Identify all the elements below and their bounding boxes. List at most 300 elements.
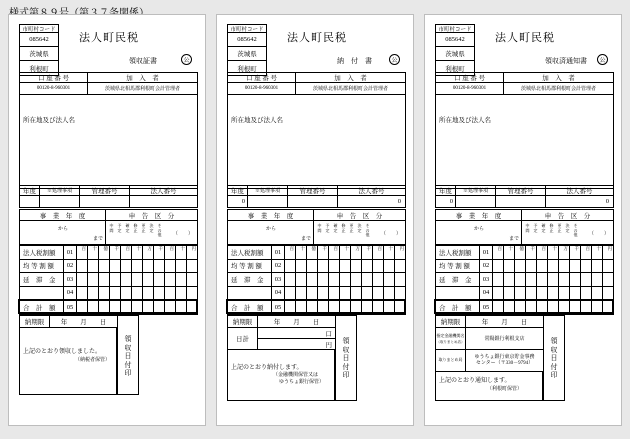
amount-digit-cell[interactable]: [329, 286, 340, 300]
amount-digit-cell[interactable]: [285, 246, 296, 260]
amount-digit-cell[interactable]: [329, 273, 340, 287]
amount-digit-cell[interactable]: [329, 300, 340, 315]
amount-digit-cell[interactable]: [329, 246, 340, 260]
amount-digit-cell[interactable]: [526, 286, 537, 300]
digit-unit-label: 十: [136, 246, 141, 251]
amount-digit-cell[interactable]: [165, 259, 176, 273]
amount-digit-cell[interactable]: [504, 259, 515, 273]
amount-digit-cell[interactable]: [603, 286, 614, 300]
tax-item-label: 合 計 額: [20, 300, 64, 315]
business-year-label: 事 業 年 度: [436, 210, 522, 221]
amount-digit-cell[interactable]: [373, 273, 384, 287]
digit-unit-label: 百: [541, 246, 546, 251]
amount-digit-cell[interactable]: [99, 286, 110, 300]
amount-digit-cell[interactable]: [176, 300, 187, 315]
amount-digit-cell[interactable]: [373, 259, 384, 273]
amount-digit-cell[interactable]: [384, 246, 395, 260]
amount-digit-cell[interactable]: [132, 286, 143, 300]
account-table: [435, 72, 614, 189]
amount-digit-cell[interactable]: [362, 246, 373, 260]
processing-label: ※処理事項: [248, 186, 288, 196]
amount-digit-cell[interactable]: [176, 286, 187, 300]
tax-row: [228, 286, 406, 300]
amount-digit-cell[interactable]: [373, 286, 384, 300]
account-no: 00120-8-960301: [228, 83, 296, 95]
tax-item-label: 法人税割額: [20, 246, 64, 260]
tax-item-label: 延 滞 金: [20, 273, 64, 287]
amount-digit-cell[interactable]: [88, 259, 99, 273]
amount-digit-cell[interactable]: [296, 286, 307, 300]
address-field[interactable]: [228, 95, 406, 189]
return-type-option[interactable]: 確定: [125, 223, 130, 233]
amount-digit-cell[interactable]: [537, 300, 548, 315]
amount-digit-cell[interactable]: [176, 246, 187, 260]
amount-digit-cell[interactable]: [351, 300, 362, 315]
return-type-option[interactable]: 中間: [525, 223, 530, 233]
amount-digit-cell[interactable]: [318, 246, 329, 260]
amount-digit-cell[interactable]: [143, 300, 154, 315]
amount-digit-cell[interactable]: [99, 246, 110, 260]
amount-digit-cell[interactable]: [603, 259, 614, 273]
other-paren: （ ）: [172, 232, 193, 237]
return-type-option[interactable]: 修正: [133, 223, 138, 233]
amount-digit-cell[interactable]: [110, 300, 121, 315]
amount-digit-cell[interactable]: [132, 259, 143, 273]
bank-label: [436, 328, 466, 350]
tax-row: [228, 259, 406, 273]
return-type-option[interactable]: その他: [365, 223, 370, 237]
municipality-code-box: [435, 24, 475, 76]
amount-digit-cell[interactable]: [143, 259, 154, 273]
amount-digit-cell[interactable]: [362, 259, 373, 273]
public-seal-icon: 公: [597, 54, 608, 65]
account-holder: 茨城県北相馬郡利根町会計管理者: [504, 83, 614, 95]
slip-subtitle: 領収済通知書: [545, 57, 587, 65]
deadline-label: 納期限: [20, 316, 50, 328]
amount-digit-cell[interactable]: [285, 273, 296, 287]
slip-note: 上記のとおり納付します。: [231, 365, 303, 371]
amount-digit-cell[interactable]: [395, 300, 406, 315]
return-type-option[interactable]: 更正: [557, 223, 562, 233]
amount-digit-cell[interactable]: [307, 273, 318, 287]
amount-digit-cell[interactable]: [165, 246, 176, 260]
amount-digit-cell[interactable]: [296, 259, 307, 273]
amount-digit-cell[interactable]: [88, 246, 99, 260]
amount-digit-cell[interactable]: [504, 300, 515, 315]
period-table: [435, 209, 614, 245]
amount-digit-cell[interactable]: [132, 300, 143, 315]
slip-subtitle: 領収証書: [129, 57, 157, 65]
return-type-option[interactable]: 予定: [533, 223, 538, 233]
slip-note-sub1: （金融機関保管又は: [273, 373, 319, 378]
return-type-option[interactable]: 更正: [141, 223, 146, 233]
fiscal-year-value[interactable]: [20, 196, 40, 208]
amount-digit-cell[interactable]: [296, 246, 307, 260]
amount-digit-cell[interactable]: [187, 300, 198, 315]
digit-unit-label: 千: [366, 246, 371, 251]
amount-digit-cell[interactable]: [176, 273, 187, 287]
amount-digit-cell[interactable]: [77, 273, 88, 287]
amount-digit-cell[interactable]: [559, 246, 570, 260]
amount-digit-cell[interactable]: [329, 259, 340, 273]
amount-table: [19, 245, 198, 315]
fiscal-year-value[interactable]: 0: [228, 196, 248, 208]
amount-digit-cell[interactable]: [384, 273, 395, 287]
amount-digit-cell[interactable]: [548, 300, 559, 315]
return-type-field[interactable]: [522, 221, 614, 245]
amount-digit-cell[interactable]: [603, 246, 614, 260]
to-label: まで: [92, 237, 103, 242]
amount-digit-cell[interactable]: [493, 273, 504, 287]
return-type-option[interactable]: 修正: [549, 223, 554, 233]
amount-digit-cell[interactable]: [570, 286, 581, 300]
amount-digit-cell[interactable]: [515, 259, 526, 273]
return-type-option[interactable]: 中間: [109, 223, 114, 233]
tax-item-label: 合 計 額: [436, 300, 480, 315]
amount-digit-cell[interactable]: [493, 286, 504, 300]
amount-digit-cell[interactable]: [121, 300, 132, 315]
amount-digit-cell[interactable]: [318, 259, 329, 273]
amount-digit-cell[interactable]: [110, 286, 121, 300]
amount-digit-cell[interactable]: [99, 300, 110, 315]
amount-digit-cell[interactable]: [581, 273, 592, 287]
amount-digit-cell[interactable]: [526, 259, 537, 273]
amount-digit-cell[interactable]: [121, 259, 132, 273]
amount-digit-cell[interactable]: [296, 300, 307, 315]
corp-no-value[interactable]: 0: [546, 196, 614, 208]
amount-digit-cell[interactable]: [559, 286, 570, 300]
amount-digit-cell[interactable]: [581, 286, 592, 300]
amount-digit-cell[interactable]: [581, 300, 592, 315]
account-holder-label: 加 入 者: [504, 73, 614, 83]
deadline-date[interactable]: 年 月 日: [258, 316, 336, 328]
amount-digit-cell[interactable]: [143, 273, 154, 287]
amount-digit-cell[interactable]: [285, 259, 296, 273]
digit-unit-label: 十: [388, 246, 393, 251]
amount-digit-cell[interactable]: [493, 300, 504, 315]
amount-digit-cell[interactable]: [340, 300, 351, 315]
amount-digit-cell[interactable]: [110, 259, 121, 273]
amount-digit-cell[interactable]: [384, 259, 395, 273]
digit-unit-label: 円: [399, 246, 404, 251]
amount-digit-cell[interactable]: [99, 259, 110, 273]
tax-item-label: 均 等 割 額: [228, 259, 272, 273]
amount-digit-cell[interactable]: [351, 273, 362, 287]
code-value: 085642: [228, 33, 266, 47]
address-field[interactable]: [436, 95, 614, 189]
return-type-option[interactable]: 予定: [117, 223, 122, 233]
business-year-field[interactable]: [20, 221, 106, 245]
amount-digit-cell[interactable]: [537, 246, 548, 260]
fiscal-year-value[interactable]: 0: [436, 196, 456, 208]
amount-digit-cell[interactable]: [296, 273, 307, 287]
amount-digit-cell[interactable]: [592, 300, 603, 315]
address-field[interactable]: [20, 95, 198, 189]
amount-digit-cell[interactable]: [526, 300, 537, 315]
amount-digit-cell[interactable]: [570, 300, 581, 315]
amount-digit-cell[interactable]: [515, 246, 526, 260]
mouth-count[interactable]: 口: [258, 328, 336, 339]
amount-digit-cell[interactable]: [154, 246, 165, 260]
digit-unit-label: 十: [552, 246, 557, 251]
amount-digit-cell[interactable]: [373, 246, 384, 260]
amount-digit-cell[interactable]: [351, 286, 362, 300]
digit-unit-label: 千: [114, 246, 119, 251]
deadline-label: 納期限: [436, 316, 466, 328]
amount-digit-cell[interactable]: [515, 300, 526, 315]
from-label: から: [474, 227, 485, 232]
amount-digit-cell[interactable]: [362, 300, 373, 315]
amount-digit-cell[interactable]: [548, 273, 559, 287]
amount-digit-cell[interactable]: [77, 286, 88, 300]
amount-digit-cell[interactable]: [504, 286, 515, 300]
amount-digit-cell[interactable]: [187, 259, 198, 273]
fiscal-year-label: 年度: [228, 186, 248, 196]
return-type-option[interactable]: 確定: [541, 223, 546, 233]
amount-digit-cell[interactable]: [592, 286, 603, 300]
processing-value[interactable]: [248, 196, 288, 208]
tax-row: [436, 300, 614, 315]
amount-digit-cell[interactable]: [395, 273, 406, 287]
amount-digit-cell[interactable]: [570, 273, 581, 287]
amount-digit-cell[interactable]: [154, 259, 165, 273]
tax-row: [436, 246, 614, 260]
deadline-date[interactable]: 年 月 日: [50, 316, 118, 328]
deadline-table: [227, 315, 336, 350]
account-no-label: 口 座 番 号: [20, 73, 88, 83]
digit-unit-label: 千: [322, 246, 327, 251]
amount-digit-cell[interactable]: [132, 273, 143, 287]
amount-digit-cell[interactable]: [340, 246, 351, 260]
tax-item-label: 法人税割額: [436, 246, 480, 260]
management-no-value[interactable]: [496, 196, 546, 208]
amount-digit-cell[interactable]: [548, 286, 559, 300]
amount-digit-cell[interactable]: [548, 246, 559, 260]
amount-digit-cell[interactable]: [187, 286, 198, 300]
amount-digit-cell[interactable]: [351, 246, 362, 260]
amount-digit-cell[interactable]: [77, 246, 88, 260]
corp-no-value[interactable]: [130, 196, 198, 208]
amount-digit-cell[interactable]: [559, 259, 570, 273]
tax-item-label: [228, 286, 272, 300]
digit-unit-label: 万: [563, 246, 568, 251]
tax-row: [20, 259, 198, 273]
other-paren: （ ）: [380, 232, 401, 237]
amount-digit-cell[interactable]: [493, 259, 504, 273]
digit-unit-label: 億: [311, 246, 316, 251]
amount-digit-cell[interactable]: [132, 246, 143, 260]
amount-digit-cell[interactable]: [88, 286, 99, 300]
amount-digit-cell[interactable]: [581, 259, 592, 273]
return-type-option[interactable]: 決定: [357, 223, 362, 233]
amount-digit-cell[interactable]: [504, 246, 515, 260]
amount-digit-cell[interactable]: [318, 286, 329, 300]
corp-no-value[interactable]: 0: [338, 196, 406, 208]
amount-digit-cell[interactable]: [395, 259, 406, 273]
corp-no-label: 法人番号: [546, 186, 614, 196]
amount-digit-cell[interactable]: [537, 273, 548, 287]
amount-digit-cell[interactable]: [307, 286, 318, 300]
processing-label: ※処理事項: [456, 186, 496, 196]
amount-digit-cell[interactable]: [110, 273, 121, 287]
amount-digit-cell[interactable]: [362, 286, 373, 300]
amount-digit-cell[interactable]: [559, 273, 570, 287]
tax-row: [436, 259, 614, 273]
digit-unit-label: 百: [125, 246, 130, 251]
digit-unit-label: 十: [596, 246, 601, 251]
return-type-option[interactable]: 予定: [325, 223, 330, 233]
yen-amount[interactable]: 円: [258, 339, 336, 350]
amount-digit-cell[interactable]: [154, 286, 165, 300]
tax-item-code: 02: [272, 259, 285, 273]
amount-digit-cell[interactable]: [88, 300, 99, 315]
amount-digit-cell[interactable]: [154, 300, 165, 315]
return-type-option[interactable]: その他: [157, 223, 162, 237]
amount-digit-cell[interactable]: [362, 273, 373, 287]
amount-digit-cell[interactable]: [526, 246, 537, 260]
prefecture: 茨城県: [20, 47, 58, 61]
amount-digit-cell[interactable]: [395, 286, 406, 300]
slip-note: 上記のとおり領収しました。: [23, 349, 102, 355]
return-type-option[interactable]: 更正: [349, 223, 354, 233]
amount-digit-cell[interactable]: [340, 259, 351, 273]
amount-digit-cell[interactable]: [515, 286, 526, 300]
amount-digit-cell[interactable]: [570, 246, 581, 260]
return-type-options: [108, 224, 163, 238]
return-type-option[interactable]: 中間: [317, 223, 322, 233]
deadline-label: 納期限: [228, 316, 258, 328]
code-label: 市町村コード: [436, 25, 474, 33]
processing-value[interactable]: [40, 196, 80, 208]
amount-digit-cell[interactable]: [88, 273, 99, 287]
digit-unit-label: 百: [497, 246, 502, 251]
amount-digit-cell[interactable]: [77, 259, 88, 273]
management-no-value[interactable]: [80, 196, 130, 208]
account-holder: 茨城県北相馬郡利根町会計管理者: [296, 83, 406, 95]
amount-digit-cell[interactable]: [559, 300, 570, 315]
tax-row: [436, 286, 614, 300]
account-table: [19, 72, 198, 189]
tax-item-label: 合 計 額: [228, 300, 272, 315]
code-value: 085642: [436, 33, 474, 47]
return-type-option[interactable]: 決定: [149, 223, 154, 233]
return-type-option[interactable]: 確定: [333, 223, 338, 233]
return-type-field[interactable]: [106, 221, 198, 245]
amount-digit-cell[interactable]: [526, 273, 537, 287]
digit-unit-label: 十: [300, 246, 305, 251]
address-label: 所在地及び法人名: [23, 117, 75, 124]
amount-digit-cell[interactable]: [165, 300, 176, 315]
amount-digit-cell[interactable]: [187, 273, 198, 287]
amount-digit-cell[interactable]: [187, 246, 198, 260]
amount-digit-cell[interactable]: [285, 286, 296, 300]
amount-digit-cell[interactable]: [603, 273, 614, 287]
amount-digit-cell[interactable]: [351, 259, 362, 273]
tax-item-label: 延 滞 金: [228, 273, 272, 287]
amount-digit-cell[interactable]: [165, 286, 176, 300]
digit-unit-label: 百: [81, 246, 86, 251]
business-year-label: 事 業 年 度: [228, 210, 314, 221]
amount-digit-cell[interactable]: [537, 286, 548, 300]
digit-unit-label: 千: [530, 246, 535, 251]
amount-digit-cell[interactable]: [318, 300, 329, 315]
amount-digit-cell[interactable]: [515, 273, 526, 287]
management-no-value[interactable]: [288, 196, 338, 208]
return-type-field[interactable]: [314, 221, 406, 245]
amount-digit-cell[interactable]: [285, 300, 296, 315]
amount-digit-cell[interactable]: [373, 300, 384, 315]
tax-item-label: 延 滞 金: [436, 273, 480, 287]
return-type-options: [524, 224, 579, 238]
return-type-option[interactable]: 修正: [341, 223, 346, 233]
amount-digit-cell[interactable]: [307, 246, 318, 260]
amount-digit-cell[interactable]: [154, 273, 165, 287]
amount-digit-cell[interactable]: [307, 259, 318, 273]
amount-digit-cell[interactable]: [384, 300, 395, 315]
amount-digit-cell[interactable]: [592, 259, 603, 273]
management-no-label: 管理番号: [288, 186, 338, 196]
amount-digit-cell[interactable]: [384, 286, 395, 300]
processing-value[interactable]: [456, 196, 496, 208]
form-title: 法人町民税: [495, 32, 555, 44]
amount-digit-cell[interactable]: [395, 246, 406, 260]
amount-digit-cell[interactable]: [176, 259, 187, 273]
amount-digit-cell[interactable]: [340, 273, 351, 287]
amount-digit-cell[interactable]: [143, 286, 154, 300]
amount-digit-cell[interactable]: [592, 246, 603, 260]
amount-digit-cell[interactable]: [77, 300, 88, 315]
address-label: 所在地及び法人名: [439, 117, 491, 124]
yucho-name-line1: ゆうちょ銀行東京貯金事務: [474, 354, 535, 360]
tax-item-label: [20, 286, 64, 300]
business-year-field[interactable]: [228, 221, 314, 245]
receipt-stamp-label: 領収日付印: [550, 337, 558, 379]
town: 利根町: [445, 65, 465, 73]
return-type-option[interactable]: 決定: [565, 223, 570, 233]
return-type-label: 申 告 区 分: [314, 210, 406, 221]
amount-digit-cell[interactable]: [121, 273, 132, 287]
amount-digit-cell[interactable]: [318, 273, 329, 287]
amount-digit-cell[interactable]: [581, 246, 592, 260]
management-table: [227, 185, 406, 208]
fiscal-year-label: 年度: [20, 186, 40, 196]
digit-unit-label: 円: [607, 246, 612, 251]
amount-digit-cell[interactable]: [548, 259, 559, 273]
amount-digit-cell[interactable]: [493, 246, 504, 260]
other-paren: （ ）: [588, 232, 609, 237]
amount-digit-cell[interactable]: [99, 273, 110, 287]
amount-digit-cell[interactable]: [143, 246, 154, 260]
amount-digit-cell[interactable]: [165, 273, 176, 287]
amount-digit-cell[interactable]: [504, 273, 515, 287]
amount-digit-cell[interactable]: [340, 286, 351, 300]
amount-digit-cell[interactable]: [121, 286, 132, 300]
amount-digit-cell[interactable]: [121, 246, 132, 260]
tax-item-label: [436, 286, 480, 300]
period-table: [19, 209, 198, 245]
tax-row: [228, 246, 406, 260]
amount-digit-cell[interactable]: [307, 300, 318, 315]
amount-digit-cell[interactable]: [570, 259, 581, 273]
return-type-option[interactable]: その他: [573, 223, 578, 237]
code-label: 市町村コード: [228, 25, 266, 33]
amount-digit-cell[interactable]: [603, 300, 614, 315]
amount-digit-cell[interactable]: [110, 246, 121, 260]
amount-digit-cell[interactable]: [537, 259, 548, 273]
business-year-field[interactable]: [436, 221, 522, 245]
deadline-date[interactable]: 年 月 日: [466, 316, 544, 328]
amount-digit-cell[interactable]: [592, 273, 603, 287]
